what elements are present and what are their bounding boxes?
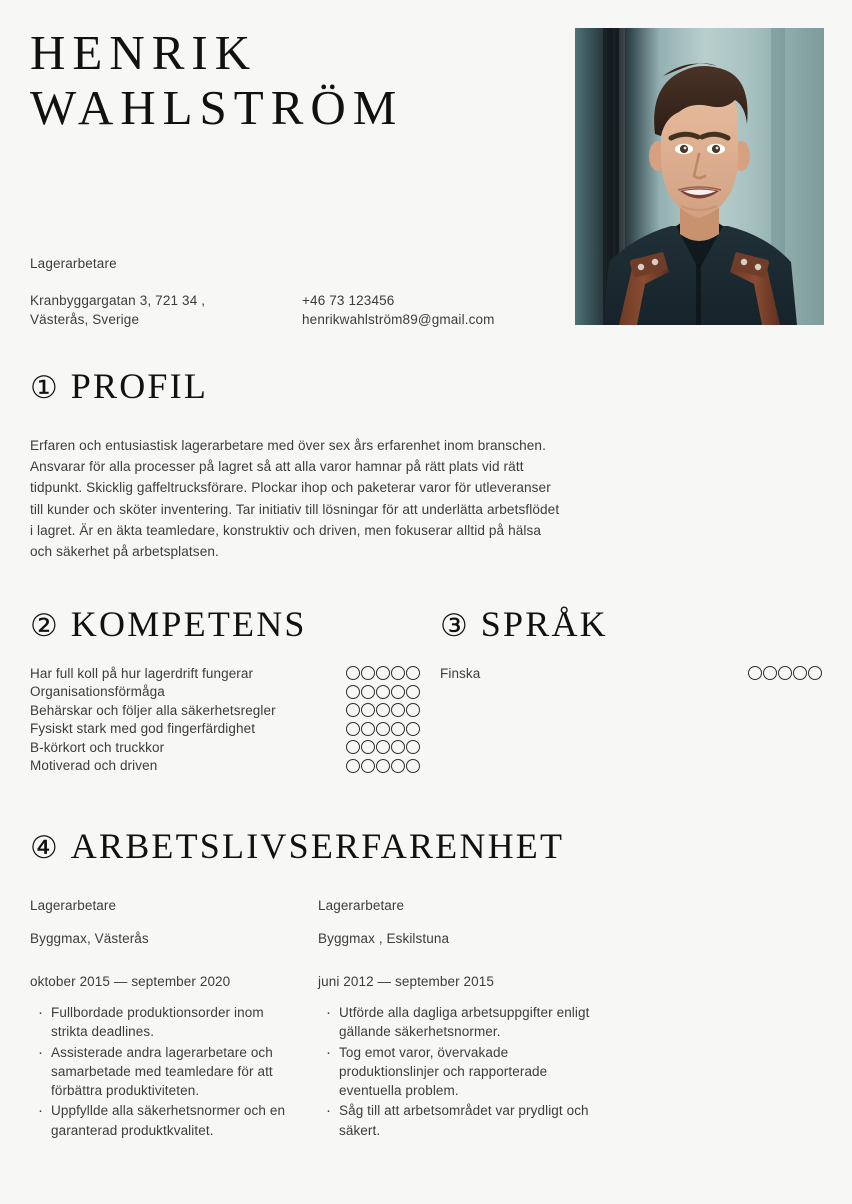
rating-dots [346,740,420,757]
rating-dots [346,759,420,776]
experience-bullet: · Tog emot varor, övervakade produktionslinjer och rapporterade eventuella problem. [318,1043,590,1101]
experience-dates: juni 2012 — september 2015 [318,974,494,989]
skill-row [30,683,420,701]
section-title-sprak: SPRÅK [480,604,608,644]
rating-dot [361,722,375,736]
rating-dot [361,740,375,754]
rating-dot [376,666,390,680]
rating-dots [748,666,822,683]
rating-dot [406,722,420,736]
section-heading-kompetens [30,606,307,642]
experience-columns [30,898,590,1141]
rating-dot [391,722,405,736]
rating-dot [793,666,807,680]
profile-photo [575,28,824,325]
rating-dot [346,703,360,717]
experience-bullet: · Utförde alla dagliga arbetsuppgifter enligt gällande säkerhetsnormer. [318,1003,590,1042]
rating-dot [376,740,390,754]
current-job-title: Lagerarbetare [30,256,117,271]
first-name: HENRIK [30,25,258,80]
section-number-2: ② [30,607,58,643]
language-label: Finska [440,666,481,681]
languages-list [440,665,822,683]
skill-row [30,720,420,738]
address-line-2: Västerås, Sverige [30,312,140,328]
experience-bullet-list [30,1003,302,1140]
rating-dot [391,685,405,699]
rating-dot [406,685,420,699]
skill-row [30,757,420,775]
experience-bullet: · Uppfyllde alla säkerhetsnormer och en garanterad produktkvalitet. [30,1101,302,1140]
skill-label: Behärskar och följer alla säkerhetsregler [30,702,276,718]
experience-company: Byggmax , Eskilstuna [318,931,450,946]
phone-number: +46 73 123456 [302,293,395,308]
experience-role: Lagerarbetare [30,898,117,913]
skill-label: B-körkort och truckkor [30,739,165,755]
rating-dot [376,703,390,717]
rating-dot [406,759,420,773]
skill-row [30,739,420,757]
skill-row [30,702,420,720]
rating-dot [406,666,420,680]
section-heading-erfarenhet [30,828,564,864]
rating-dot [346,722,360,736]
experience-bullet: · Såg till att arbetsområdet var prydligt och säkert. [318,1101,590,1140]
rating-dot [346,685,360,699]
section-title-kompetens: KOMPETENS [70,604,307,644]
section-title-profil: PROFIL [70,366,209,406]
rating-dot [808,666,822,680]
rating-dot [346,666,360,680]
rating-dot [406,703,420,717]
contact-address [30,291,205,329]
profile-summary: Erfaren och entusiastisk lagerarbetare med över sex års erfarenhet inom branschen. Ansvarar för alla processer på lagret så att alla varor hamnar på rätt plats vid rätt tidpunkt. Skicklig gaffeltrucksförare. Plockar ihop och paketerar varor för utleveranser till kunder och sköter inventering. Tar initiativ till lösningar för att underlätta arbetsflödet i lagret. Är en äkta teamledare, konstruktiv och driven, men fokuserar alltid på hälsa och säkerhet på arbetsplatsen. [30,438,560,560]
section-heading-sprak [440,606,608,642]
skill-row [30,665,420,683]
experience-company: Byggmax, Västerås [30,931,149,946]
rating-dot [376,722,390,736]
email-address[interactable]: henrikwahlström89@gmail.com [302,312,495,328]
section-number-3: ③ [440,607,468,643]
section-title-erfarenhet: ARBETSLIVSERFARENHET [70,826,565,866]
last-name: WAHLSTRÖM [30,79,404,135]
rating-dot [376,759,390,773]
skill-label: Har full koll på hur lagerdrift fungerar [30,666,254,681]
rating-dot [763,666,777,680]
rating-dot [346,759,360,773]
skill-label: Organisationsförmåga [30,684,165,700]
rating-dot [361,666,375,680]
contact-phone-email [302,291,495,329]
section-number-1: ① [30,369,58,405]
address-line-1: Kranbyggargatan 3, 721 34 , [30,293,206,308]
experience-bullet: · Fullbordade produktionsorder inom strikta deadlines. [30,1003,302,1042]
experience-entry [318,898,590,1141]
language-row [440,665,822,683]
rating-dot [361,685,375,699]
rating-dot [391,740,405,754]
skills-list [30,665,420,776]
rating-dot [748,666,762,680]
rating-dot [376,685,390,699]
rating-dot [361,759,375,773]
experience-dates: oktober 2015 — september 2020 [30,974,231,989]
rating-dot [406,740,420,754]
rating-dots [346,722,420,739]
section-number-4: ④ [30,829,58,865]
rating-dot [778,666,792,680]
rating-dot [346,740,360,754]
rating-dots [346,685,420,702]
section-heading-profil [30,368,208,404]
skill-label: Motiverad och driven [30,758,158,774]
name-header [30,26,550,136]
experience-bullet: · Assisterade andra lagerarbetare och samarbetade med teamledare för att förbättra produktiviteten. [30,1043,302,1101]
rating-dot [391,703,405,717]
skill-label: Fysiskt stark med god fingerfärdighet [30,721,256,737]
experience-bullet-list [318,1003,590,1140]
experience-entry [30,898,302,1141]
rating-dot [361,703,375,717]
rating-dots [346,703,420,720]
experience-role: Lagerarbetare [318,898,405,913]
rating-dots [346,666,420,683]
rating-dot [391,666,405,680]
rating-dot [391,759,405,773]
